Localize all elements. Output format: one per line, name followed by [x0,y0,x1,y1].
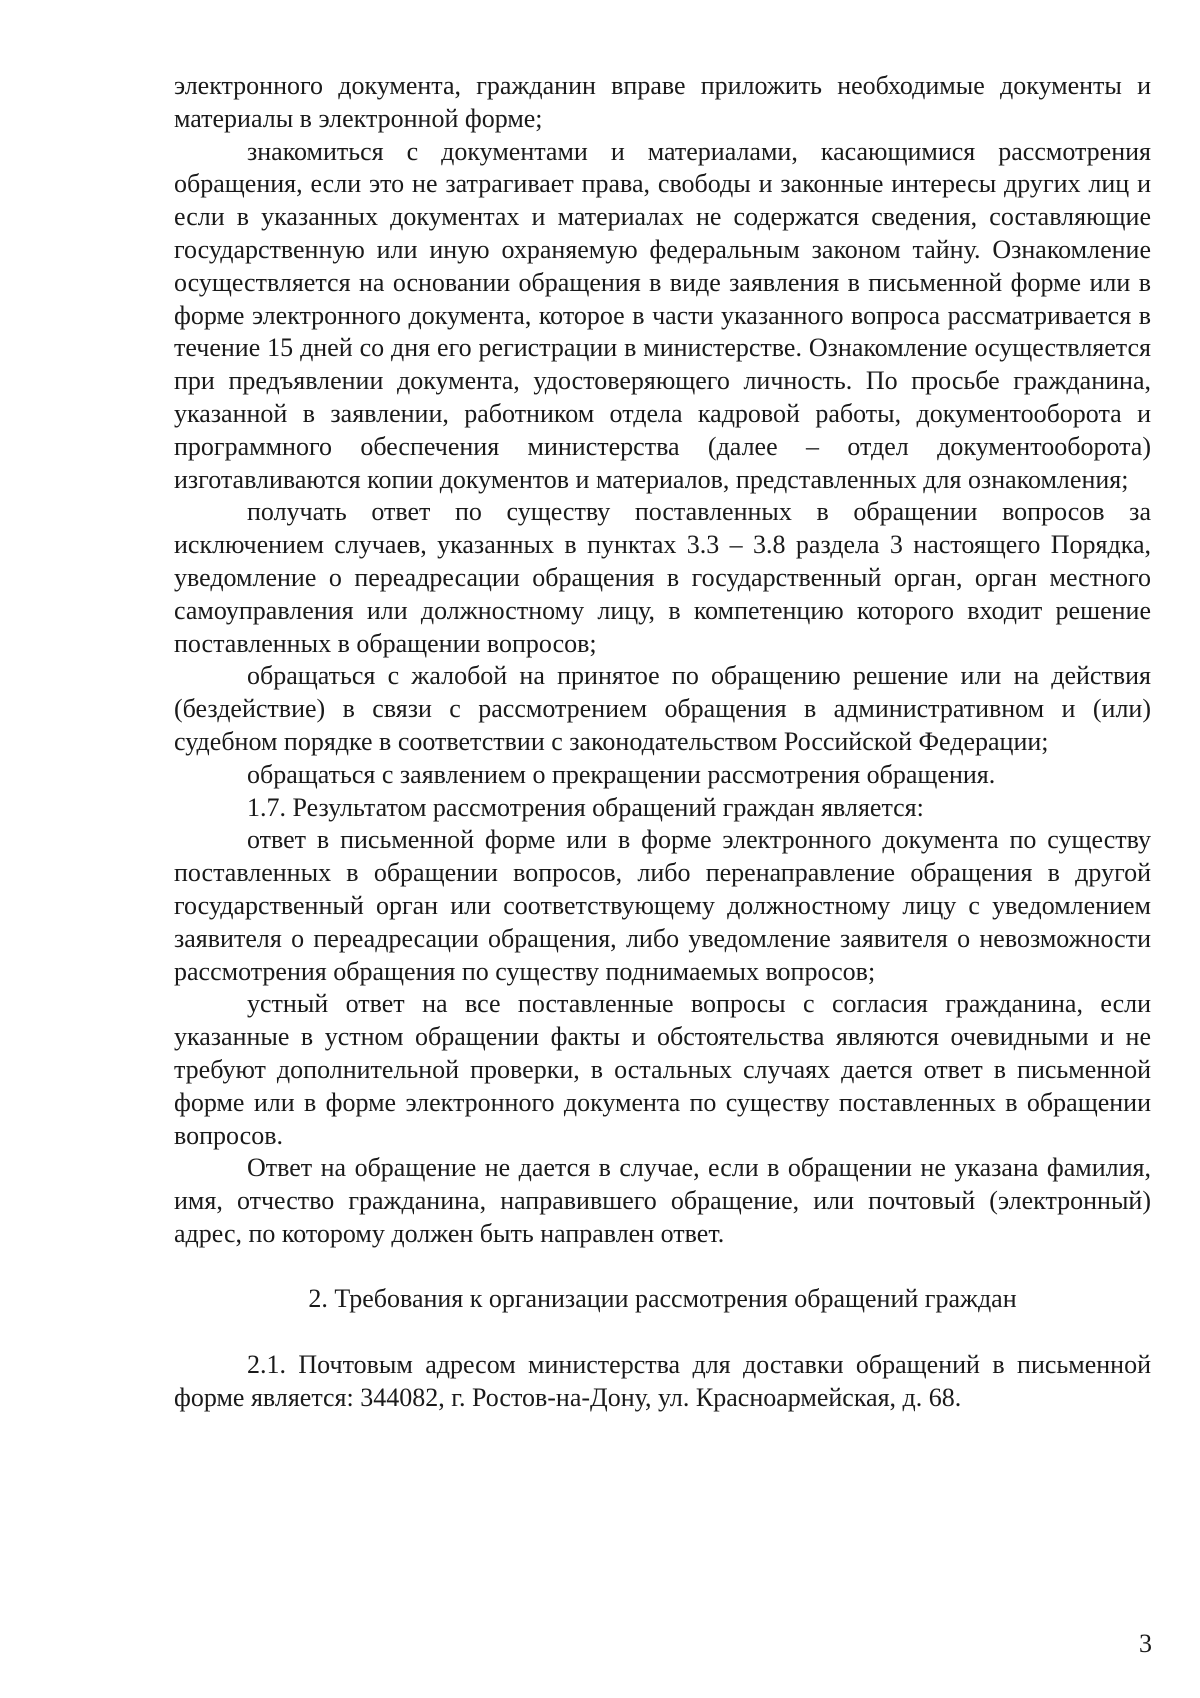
section-heading: 2. Требования к организации рассмотрения обращений граждан [308,1284,1017,1314]
paragraph-right-to-complain: обращаться с жалобой на принятое по обращению решение или на действия (бездействие) в связи с рассмотрением обращения в административном и (или) судебном порядке в соответствии с законодательством Российской Федерации; [174,661,1151,756]
paragraph-postal-address: 2.1. Почтовым адресом министерства для доставки обращений в письменной форме является: 344082, г. Ростов-на-Дону, ул. Красноармейская, д. 68. [174,1350,1151,1412]
paragraph-oral-answer: устный ответ на все поставленные вопросы с согласия гражданина, если указанные в устном обращении факты и обстоятельства являются очевидными и не требуют дополнительной проверки, в остальных случаях дается ответ в письменной форме или в форме электронного документа по существу поставленных в обращении вопросов. [174,989,1151,1150]
paragraph-right-to-answer: получать ответ по существу поставленных в обращении вопросов за исключением случаев, указанных в пунктах 3.3 – 3.8 раздела 3 настоящего Порядка, уведомление о переадресации обращения в государственный орган, орган местного самоуправления или должностному лицу, в компетенцию которого входит решение поставленных в обращении вопросов; [174,497,1151,658]
section-spacer [174,1316,1151,1349]
paragraph-result-heading: 1.7. Результатом рассмотрения обращений граждан является: [247,792,924,822]
section-spacer [174,1251,1151,1284]
paragraph-continuation: электронного документа, гражданин вправе приложить необходимые документы и материалы в электронной форме; [174,71,1151,133]
paragraph-no-answer: Ответ на обращение не дается в случае, если в обращении не указана фамилия, имя, отчество гражданина, направившего обращение, или почтовый (электронный) адрес, по которому должен быть направлен ответ. [174,1153,1151,1248]
paragraph-written-answer: ответ в письменной форме или в форме электронного документа по существу поставленных в обращении вопросов, либо перенаправление обращения в другой государственный орган или соответствующему должностному лицу с уведомлением заявителя о переадресации обращения, либо уведомление заявителя о невозможности рассмотрения обращения по существу поднимаемых вопросов; [174,825,1151,986]
document-page [174,70,1151,1415]
page-number: 3 [1139,1629,1152,1658]
paragraph-right-to-withdraw: обращаться с заявлением о прекращении рассмотрения обращения. [247,759,996,789]
paragraph-right-to-review: знакомиться с документами и материалами, касающимися рассмотрения обращения, если это не затрагивает права, свободы и законные интересы других лиц и если в указанных документах и материалах не содержатся сведения, составляющие государственную или иную охраняемую федеральным законом тайну. Ознакомление осуществляется на основании обращения в виде заявления в письменной форме или в форме электронного документа, которое в части указанного вопроса рассматривается в течение 15 дней со дня его регистрации в министерстве. Ознакомление осуществляется при предъявлении документа, удостоверяющего личность. По просьбе гражданина, указанной в заявлении, работником отдела кадровой работы, документооборота и программного обеспечения министерства (далее – отдел документооборота) изготавливаются копии документов и материалов, представленных для ознакомления; [174,136,1151,494]
